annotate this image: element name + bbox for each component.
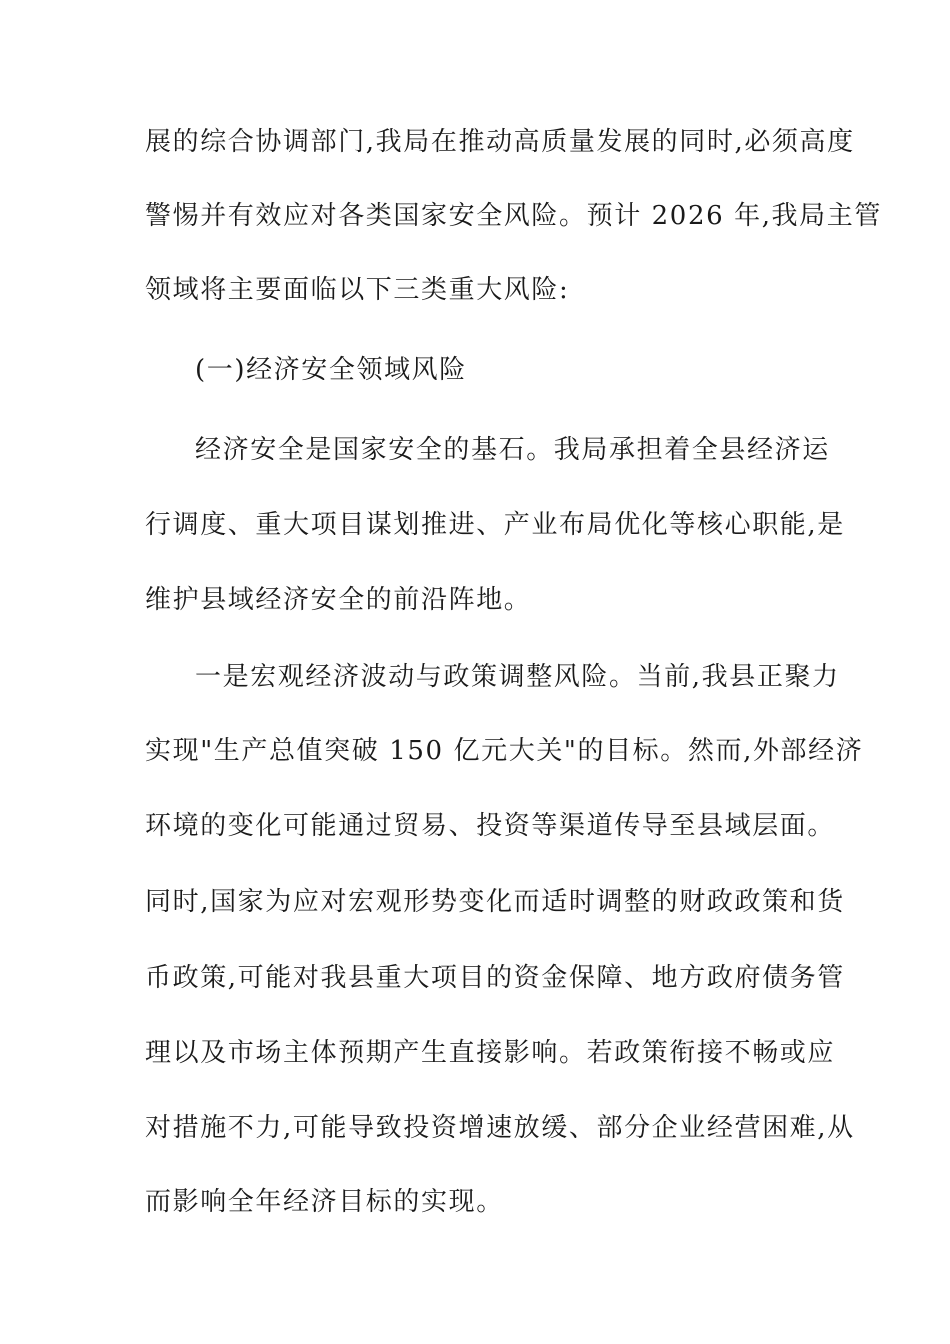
paragraph-line: 展的综合协调部门,我局在推动高质量发展的同时,必须高度 <box>145 127 855 157</box>
paragraph-line: 行调度、重大项目谋划推进、产业布局优化等核心职能,是 <box>145 510 845 540</box>
paragraph-line: 警惕并有效应对各类国家安全风险。预计 2026 年,我局主管 <box>145 201 882 231</box>
paragraph-line: 一是宏观经济波动与政策调整风险。当前,我县正聚力 <box>195 662 840 692</box>
paragraph-line: 领域将主要面临以下三类重大风险: <box>145 275 570 305</box>
paragraph-line: 经济安全是国家安全的基石。我局承担着全县经济运 <box>195 435 830 465</box>
paragraph-line: 同时,国家为应对宏观形势变化而适时调整的财政政策和货 <box>145 887 845 917</box>
paragraph-line: 币政策,可能对我县重大项目的资金保障、地方政府债务管 <box>145 963 845 993</box>
paragraph-line: 实现"生产总值突破 150 亿元大关"的目标。然而,外部经济 <box>145 736 864 766</box>
paragraph-line: 环境的变化可能通过贸易、投资等渠道传导至县域层面。 <box>145 811 836 841</box>
paragraph-line: 维护县域经济安全的前沿阵地。 <box>145 585 532 615</box>
paragraph-line: 而影响全年经济目标的实现。 <box>145 1187 504 1217</box>
section-heading: (一)经济安全领域风险 <box>195 355 467 385</box>
paragraph-line: 理以及市场主体预期产生直接影响。若政策衔接不畅或应 <box>145 1038 836 1068</box>
paragraph-line: 对措施不力,可能导致投资增速放缓、部分企业经营困难,从 <box>145 1113 855 1143</box>
